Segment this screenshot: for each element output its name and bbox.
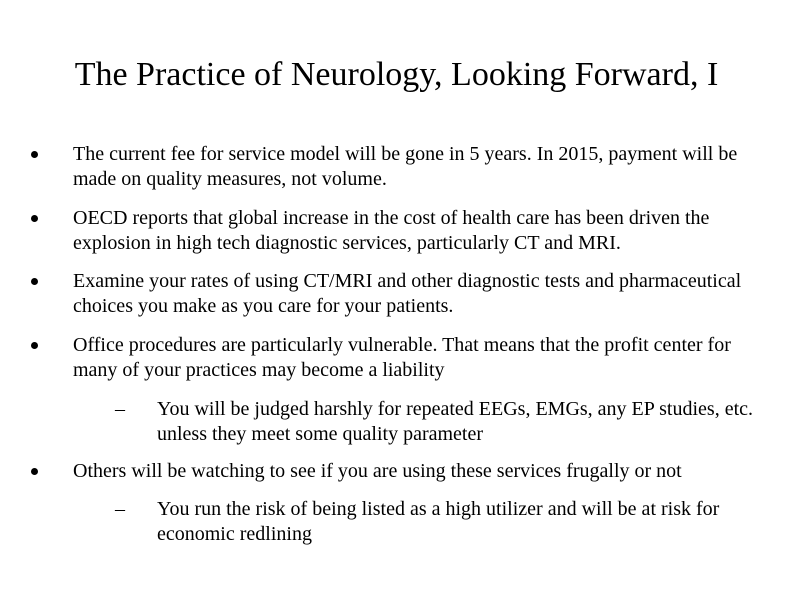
bullet-dot-icon — [31, 278, 38, 285]
slide-title: The Practice of Neurology, Looking Forward, I — [74, 56, 719, 93]
bullet-text: OECD reports that global increase in the cost of health care has been driven the explosion in high tech diagnostic services, particularly CT and MRI. — [73, 207, 710, 254]
dash-icon: – — [115, 398, 125, 420]
bullet-text: Office procedures are particularly vulnerable. That means that the profit center for many of your practices may become a liability — [73, 334, 731, 381]
bullet-dot-icon — [31, 468, 38, 475]
bullet-dot-icon — [31, 215, 38, 222]
sub-bullet-text: You will be judged harshly for repeated EEGs, EMGs, any EP studies, etc. unless they meet some quality parameter — [157, 398, 754, 445]
sub-bullet-text: You run the risk of being listed as a high utilizer and will be at risk for economic redlining — [157, 498, 720, 545]
bullet-text: The current fee for service model will be gone in 5 years. In 2015, payment will be made on quality measures, not volume. — [73, 143, 738, 190]
bullet-text: Others will be watching to see if you are using these services frugally or not — [73, 460, 682, 482]
bullet-dot-icon — [31, 342, 38, 349]
bullet-dot-icon — [31, 151, 38, 158]
dash-icon: – — [115, 498, 125, 520]
bullet-text: Examine your rates of using CT/MRI and other diagnostic tests and pharmaceutical choices you make as you care for your patients. — [73, 270, 742, 317]
